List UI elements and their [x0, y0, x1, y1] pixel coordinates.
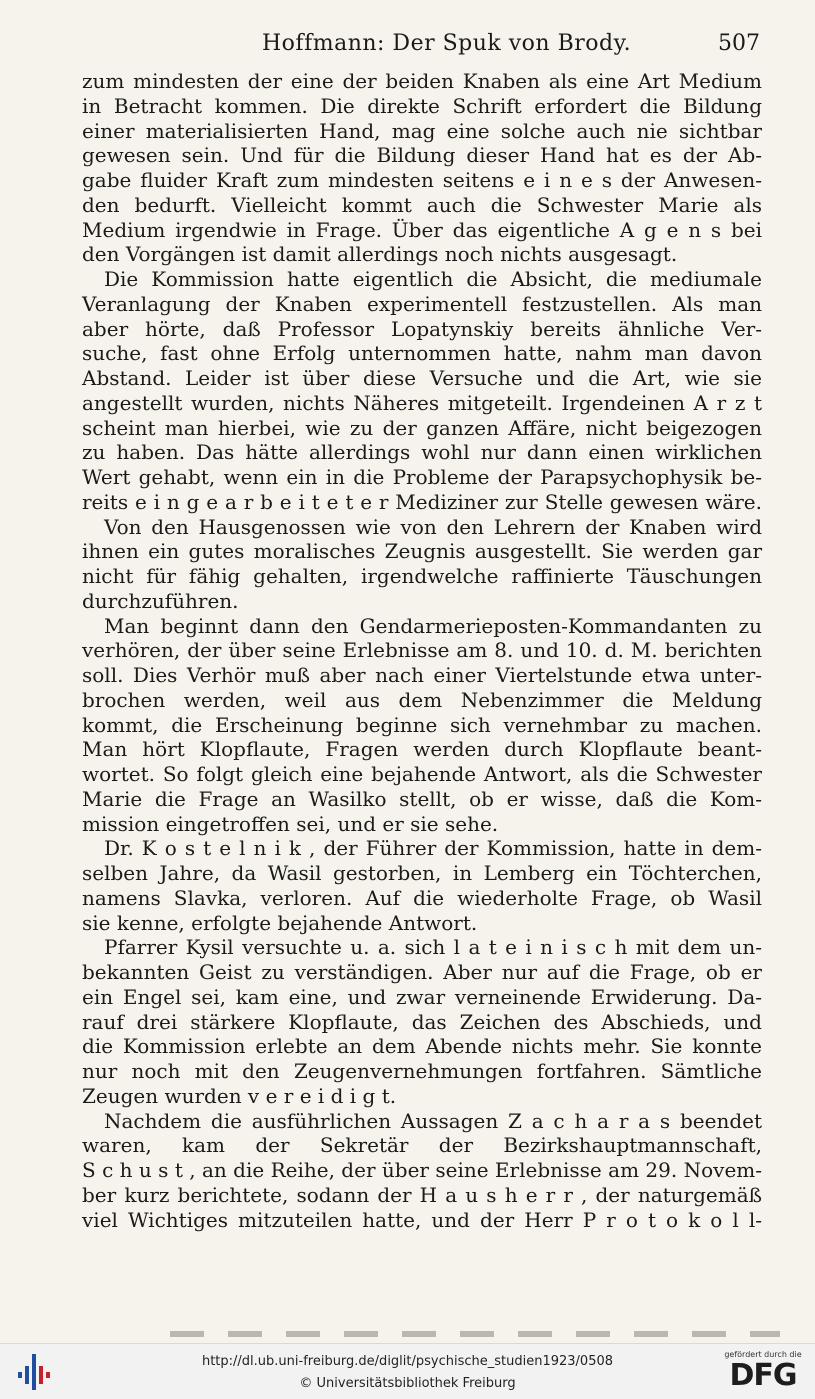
paragraph-start: Pfarrer Kysil versuchte u. a. sich l a t e i n i s c h mit dem un- — [104, 935, 762, 960]
text-line: Veranlagung der Knaben experimentell festzustellen. Als man — [82, 291, 762, 316]
text-line: scheint man hierbei, wie zu der ganzen Affäre, nicht beigezogen — [82, 415, 762, 440]
running-title: Hoffmann: Der Spuk von Brody. — [262, 31, 632, 56]
text-line: ber kurz berichtete, sodann der H a u s h e r r , der naturgemäß — [82, 1182, 762, 1207]
permalink[interactable]: http://dl.ub.uni-freiburg.de/diglit/psychische_studien1923/0508 — [201, 1354, 614, 1369]
text-line: Man hört Klopflaute, Fragen werden durch Klopflaute beant- — [82, 737, 762, 762]
body-text — [82, 69, 762, 1232]
text-line: aber hörte, daß Professor Lopatynskiy bereits ähnliche Ver- — [82, 316, 762, 341]
text-line: ein Engel sei, kam eine, und zwar verneinende Erwiderung. Da- — [82, 984, 762, 1009]
text-line: einer materialisierten Hand, mag eine solche auch nie sichtbar — [82, 118, 762, 143]
viewer-footer — [0, 1343, 815, 1399]
text-line: wortet. So folgt gleich eine bejahende Antwort, als die Schwester — [82, 762, 762, 786]
text-line: nur noch mit den Zeugenvernehmungen fortfahren. Sämtliche — [82, 1059, 762, 1083]
text-line: brochen werden, weil aus dem Nebenzimmer die Meldung — [82, 687, 762, 712]
text-line: Wert gehabt, wenn ein in die Probleme der Parapsychophysik be- — [82, 465, 762, 489]
text-line: durchzuführen. — [82, 588, 239, 613]
text-line: den bedurft. Vielleicht kommt auch die Schwester Marie als — [82, 192, 762, 217]
text-line: namens Slavka, verloren. Auf die wiederholte Frage, ob Wasil — [82, 885, 762, 910]
text-line: gabe fluider Kraft zum mindesten seitens e i n e s der Anwesen- — [82, 168, 762, 192]
dfg-funding-note: gefördert durch die — [724, 1350, 802, 1359]
text-line: S c h u s t , an die Reihe, der über seine Erlebnisse am 29. Novem- — [82, 1158, 762, 1182]
text-line: sie kenne, erfolgte bejahende Antwort. — [82, 910, 478, 935]
paragraph-start: Nachdem die ausführlichen Aussagen Z a c h a r a s beendet — [104, 1108, 762, 1133]
running-head — [80, 30, 760, 58]
text-line: zum mindesten der eine der beiden Knaben als eine Art Medium — [82, 69, 762, 93]
text-line: angestellt wurden, nichts Näheres mitgeteilt. Irgendeinen A r z t — [82, 390, 762, 415]
text-line: nicht für fähig gehalten, irgendwelche raffinierte Täuschungen — [82, 564, 762, 588]
dfg-logo: DFG — [729, 1358, 797, 1393]
text-line: Marie die Frage an Wasilko stellt, ob er wisse, daß die Kom- — [82, 786, 762, 811]
paragraph-start: Von den Hausgenossen wie von den Lehrern der Knaben wird — [104, 514, 762, 539]
text-line: ihnen ein gutes moralisches Zeugnis ausgestellt. Sie werden gar — [82, 539, 762, 564]
cut-off-next-line — [170, 1331, 780, 1337]
text-line: die Kommission erlebte an dem Abende nichts mehr. Sie konnte — [82, 1034, 762, 1059]
text-line: soll. Dies Verhör muß aber nach einer Viertelstunde etwa unter- — [82, 663, 762, 687]
text-line: Medium irgendwie in Frage. Über das eigentliche A g e n s bei — [82, 217, 762, 242]
paragraph-start: Die Kommission hatte eigentlich die Absicht, die mediumale — [104, 267, 762, 291]
text-line: in Betracht kommen. Die direkte Schrift erfordert die Bildung — [82, 93, 762, 118]
text-line: gewesen sein. Und für die Bildung dieser Hand hat es der Ab- — [82, 143, 762, 168]
text-line: selben Jahre, da Wasil gestorben, in Lemberg ein Töchterchen, — [82, 861, 762, 885]
paragraph-start: Man beginnt dann den Gendarmerieposten-Kommandanten zu — [104, 613, 762, 638]
text-line: Zeugen wurden v e r e i d i g t. — [82, 1083, 397, 1108]
page-number: 507 — [718, 31, 760, 56]
text-line: waren, kam der Sekretär der Bezirkshauptmannschaft, — [82, 1133, 762, 1158]
dfg-badge — [721, 1350, 805, 1394]
text-line: viel Wichtiges mitzuteilen hatte, und der Herr P r o t o k o l l- — [82, 1207, 762, 1232]
text-line: reits e i n g e a r b e i t e t e r Mediziner zur Stelle gewesen wäre. — [82, 489, 762, 514]
text-line: bekannten Geist zu verständigen. Aber nur auf die Frage, ob er — [82, 960, 762, 984]
text-line: mission eingetroffen sei, und er sie sehe. — [82, 811, 499, 836]
text-line: kommt, die Erscheinung beginne sich vernehmbar zu machen. — [82, 712, 762, 737]
paragraph-start: Dr. K o s t e l n i k , der Führer der Kommission, hatte in dem- — [104, 836, 762, 861]
text-line: suche, fast ohne Erfolg unternommen hatte, nahm man davon — [82, 341, 762, 366]
text-line: verhören, der über seine Erlebnisse am 8. und 10. d. M. berichten — [82, 638, 762, 663]
copyright-notice: © Universitätsbibliothek Freiburg — [299, 1376, 516, 1391]
text-line: rauf drei stärkere Klopflaute, das Zeichen des Abschieds, und — [82, 1009, 762, 1034]
text-line: zu haben. Das hätte allerdings wohl nur dann einen wirklichen — [82, 440, 762, 465]
text-line: Abstand. Leider ist über diese Versuche und die Art, wie sie — [82, 366, 762, 390]
text-line: den Vorgängen ist damit allerdings noch nichts ausgesagt. — [82, 242, 678, 267]
